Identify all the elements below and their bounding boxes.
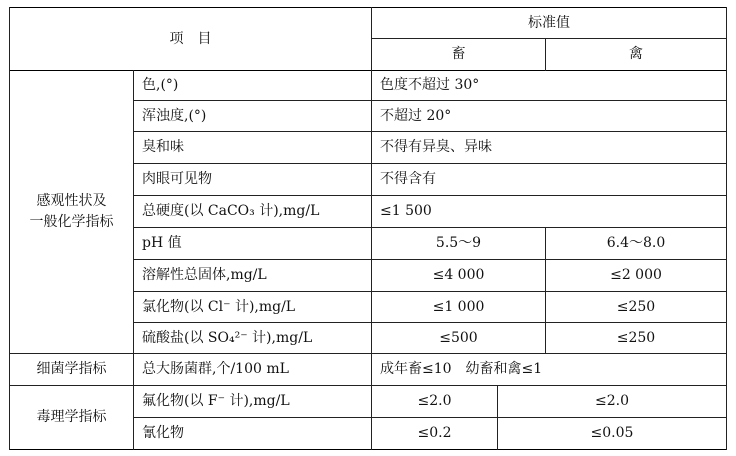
group-toxic: 毒理学指标	[36, 409, 107, 426]
poultry-value: ≤250	[616, 298, 656, 315]
row-name: 硫酸盐(以 SO₄²⁻ 计),mg/L	[142, 329, 313, 346]
livestock-value: ≤2.0	[417, 393, 452, 410]
poultry-value: ≤2 000	[610, 267, 662, 284]
row-name: 总大肠菌群,个/100 mL	[142, 361, 289, 378]
row-name: 色,(°)	[142, 77, 179, 94]
livestock-value: ≤0.2	[417, 425, 452, 442]
row-name: 臭和味	[142, 139, 184, 156]
right-border	[726, 7, 727, 450]
livestock-value: ≤4 000	[432, 267, 485, 284]
livestock-value: ≤500	[439, 329, 478, 346]
livestock-value: 5.5～9	[435, 235, 482, 252]
poultry-value: ≤0.05	[590, 425, 634, 442]
header-livestock: 畜	[451, 46, 466, 63]
poultry-value: ≤250	[616, 329, 656, 346]
row-value: 不得有异臭、异味	[380, 139, 492, 156]
header-standard: 标准值	[528, 14, 570, 31]
row-value: 不超过 20°	[380, 107, 452, 124]
row-name: 肉眼可见物	[142, 171, 212, 188]
row-name: pH 值	[142, 235, 182, 252]
group-bacteria: 细菌学指标	[36, 361, 107, 378]
header-item: 项 目	[169, 30, 212, 47]
row-value: 成年畜≤10 幼畜和禽≤1	[380, 361, 543, 378]
header-poultry: 禽	[629, 46, 643, 63]
row-name: 溶解性总固体,mg/L	[142, 267, 267, 284]
livestock-value: ≤1 000	[432, 298, 485, 315]
row-name: 总硬度(以 CaCO₃ 计),mg/L	[142, 203, 320, 220]
group-sensory	[10, 71, 133, 353]
row-name: 氯化物(以 Cl⁻ 计),mg/L	[142, 298, 296, 315]
group-sensory-line2: 一般化学指标	[29, 214, 114, 230]
table-bottom-border	[9, 449, 727, 450]
row-name: 浑浊度,(°)	[142, 107, 207, 124]
row-name: 氟化物(以 F⁻ 计),mg/L	[142, 393, 290, 410]
group-sensory-line1: 感观性状及	[36, 193, 107, 210]
poultry-value: 6.4～8.0	[606, 235, 666, 252]
row-value: 不得含有	[380, 171, 436, 188]
row-value: 色度不超过 30°	[380, 77, 480, 94]
row-name: 氰化物	[142, 425, 184, 442]
poultry-value: ≤2.0	[595, 393, 629, 410]
row-value: ≤1 500	[380, 203, 432, 220]
